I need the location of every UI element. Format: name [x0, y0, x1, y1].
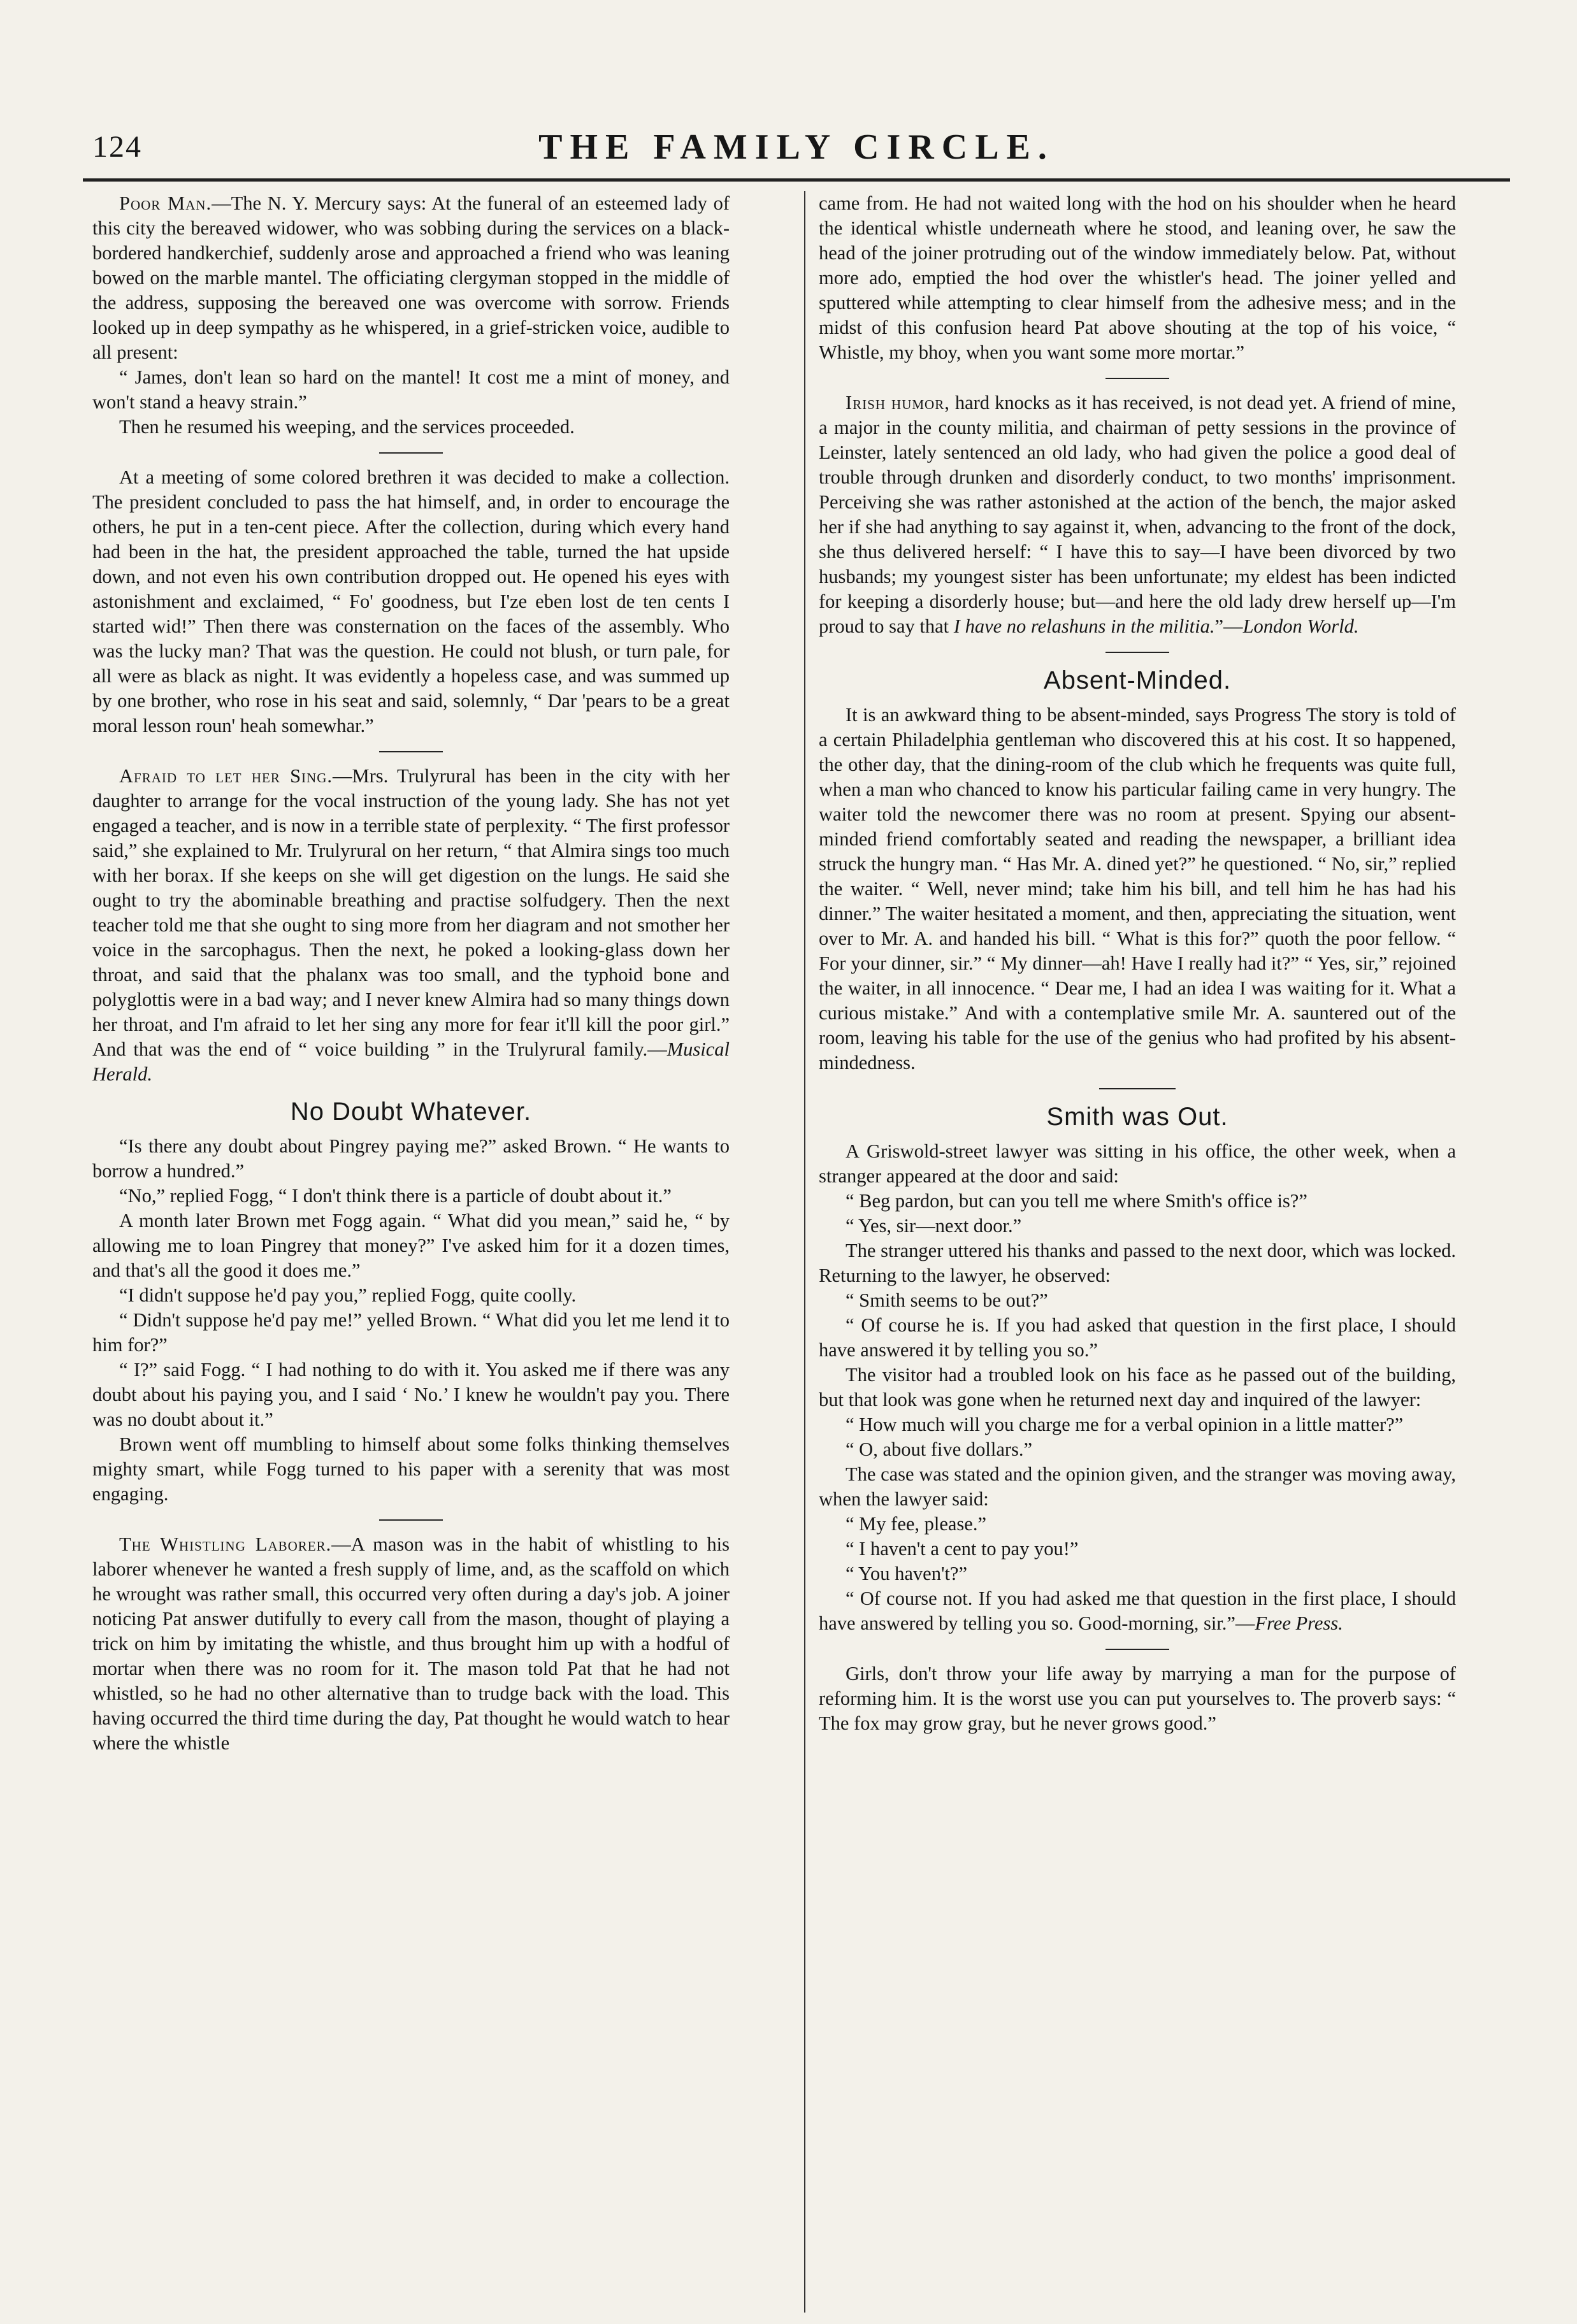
separator-rule — [1105, 652, 1169, 653]
article-paragraph: At a meeting of some colored brethren it was decided to make a collection. The president concluded to pass the hat himself, and, in order to encourage the others, he put in a ten-cent piece. After the collection, during which every hand had been in the hat, the president approached the table, turned the hat upside down, and not even his own contribution dropped out. He opened his eyes with astonishment and exclaimed, “ Fo' goodness, but I'ze eben lost de ten cents I started wid!” Then there was consternation on the faces of the assembly. Who was the lucky man? That was the question. He could not blush, or turn pale, for all were as black as night. It was evidently a hopeless case, and was summed up by one brother, who rose in his seat and said, solemnly, “ Dar 'pears to be a great moral lesson roun' heah somewhar.” — [92, 466, 730, 736]
separator-rule — [1105, 1649, 1169, 1650]
article-paragraph: Brown went off mumbling to himself about some folks thinking themselves mighty smart, while Fogg turned to his paper with a serenity that was most engaging. — [92, 1433, 730, 1505]
article-text: —The N. Y. Mercury says: At the funeral of an esteemed lady of this city the bereaved widower, who was sobbing during the services on a black-bordered handkerchief, suddenly arose and approached a friend who was leaning bowed on the marble mantel. The officiating clergyman stopped in the middle of the address, supposing the bereaved one was overcome with sorrow. Friends looked up in deep sympathy as he whispered, in a grief-stricken voice, audible to all present: — [92, 192, 730, 363]
left-column — [92, 191, 730, 1756]
article-paragraph: “ You haven't?” — [846, 1563, 967, 1584]
article-afraid-to-sing — [92, 764, 730, 1087]
article-source: Free Press. — [1255, 1612, 1343, 1634]
article-lead: Irish humor, — [846, 392, 950, 413]
article-paragraph: “ How much will you charge me for a verbal opinion in a little matter?” — [846, 1414, 1404, 1435]
article-heading: Smith was Out. — [1046, 1103, 1228, 1131]
article-paragraph: “I didn't suppose he'd pay you,” replied Fogg, quite coolly. — [119, 1284, 577, 1306]
article-whistling-continued — [819, 191, 1456, 365]
article-heading: Absent-Minded. — [1043, 666, 1232, 694]
separator-rule — [379, 1519, 443, 1521]
article-paragraph — [819, 391, 1456, 639]
article-paragraph: The visitor had a troubled look on his face as he passed out of the building, but that look was gone when he returned next day and inquired of the lawyer: — [819, 1364, 1456, 1410]
article-paragraph: Girls, don't throw your life away by marrying a man for the purpose of reforming him. It is the worst use you can put yourselves to. The proverb says: “ The fox may grow gray, but he never grows good.” — [819, 1663, 1456, 1734]
article-whistling-laborer — [92, 1532, 730, 1756]
article-paragraph — [92, 764, 730, 1087]
article-lead: Poor Man. — [119, 192, 212, 214]
article-paragraph: “Is there any doubt about Pingrey paying me?” asked Brown. “ He wants to borrow a hundred.” — [92, 1135, 730, 1182]
article-paragraph: “ O, about five dollars.” — [846, 1438, 1033, 1460]
article-paragraph: “ Smith seems to be out?” — [846, 1289, 1048, 1311]
article-lead: Afraid to let her Sing. — [119, 765, 333, 787]
article-paragraph — [92, 191, 730, 365]
article-text: “ Of course not. If you had asked me that question in the first place, I should have answered by telling you so. Good-morning, sir.”— — [819, 1588, 1456, 1634]
article-paragraph: The stranger uttered his thanks and passed to the next door, which was locked. Returning to the lawyer, he observed: — [819, 1240, 1456, 1286]
article-paragraph — [819, 1586, 1456, 1636]
article-paragraph: came from. He had not waited long with the hod on his shoulder when he heard the identical whistle underneath where he stood, and leaning over, he saw the head of the joiner protruding out of the window immediately below. Pat, without more ado, emptied the hod over the whistler's head. The joiner yelled and sputtered while attempting to clear himself from the adhesive mess; and in the midst of this confusion heard Pat above shouting at the top of his voice, “ Whistle, my bhoy, when you want some more mortar.” — [819, 192, 1456, 363]
page-number: 124 — [92, 130, 142, 164]
article-poor-man — [92, 191, 730, 440]
article-no-doubt — [92, 1096, 730, 1507]
article-text: —A mason was in the habit of whistling to his laborer whenever he wanted a fresh supply of lime, and, as the scaffold on which he wrought was rather small, this occurred very often during a day's job. A joiner noticing Pat answer dutifully to every call from the mason, thought of playing a trick on him by imitating the whistle, and thus brought him up with a hodful of mortar when there was no room for it. The mason told Pat that he had not whistled, so he had no other alternative than to trudge back with the load. This having occurred the third time during the day, Pat thought he would watch to hear where the whistle — [92, 1533, 730, 1754]
article-text: ”— — [1214, 615, 1243, 637]
article-text: hard knocks as it has received, is not dead yet. A friend of mine, a major in the county militia, and chairman of petty sessions in the province of Leinster, lately sentenced an old lady, who had given the police a good deal of trouble through drunken and disorderly conduct, to two months' imprisonment. Perceiving she was rather astonished at the action of the bench, the major asked her if she had anything to say against it, when, advancing to the front of the dock, she thus delivered herself: “ I have this to say—I have been divorced by two husbands; my youngest sister has been unfortunate; my eldest has been indicted for keeping a disorderly house; but—and here the old lady drew herself up—I'm proud to say that — [819, 392, 1456, 637]
article-absent-minded — [819, 664, 1456, 1075]
article-paragraph: “ Of course he is. If you had asked that question in the first place, I should have answered it by telling you so.” — [819, 1314, 1456, 1361]
article-heading: No Doubt Whatever. — [290, 1098, 532, 1126]
article-text: —Mrs. Trulyrural has been in the city with her daughter to arrange for the vocal instruction of the young lady. She has not yet engaged a teacher, and is now in a terrible state of perplexity. “ The first professor said,” she explained to Mr. Trulyrural on her return, “ that Almira sings too much with her borax. If she keeps on she will get digestion on the lungs. He said she ought to try the abominable breathing and practise solfudgery. Then the next teacher told me that she ought to sing more from her diagram and not smother her voice in the sarcophagus. Then the next, he poked a looking-glass down her throat, and said that the phalanx was too small, and the typhoid bone and polyglottis were in a bad way; and I never knew Almira had so many things down her throat, and I'm afraid to let her sing any more for fear it'll kill the poor girl.” And that was the end of “ voice building ” in the Trulyrural family.— — [92, 765, 730, 1060]
article-girls — [819, 1661, 1456, 1736]
article-smith-was-out — [819, 1101, 1456, 1636]
separator-rule — [379, 452, 443, 454]
article-paragraph: It is an awkward thing to be absent-minded, says Progress The story is told of a certain Philadelphia gentleman who discovered this at his cost. It so happened, the other day, that the dining-room of the club which he frequents was quite full, when a man who chanced to know his particular failing came in very hungry. The waiter told the newcomer there was no room at present. Spying our absent-minded friend comfortably seated and reading the newspaper, a brilliant idea struck the hungry man. “ Has Mr. A. dined yet?” he questioned. “ No, sir,” replied the waiter. “ Well, never mind; take him his bill, and tell him he has had his dinner.” The waiter hesitated a moment, and then, appreciating the situation, went over to Mr. A. and handed his bill. “ What is this for?” quoth the poor fellow. “ For your dinner, sir.” “ My dinner—ah! Have I really had it?” “ Yes, sir,” rejoined the waiter, in all innocence. “ Dear me, I had an idea I was waiting for it. What a curious mistake.” And with a contemplative smile Mr. A. sauntered out of the room, leaving his table for the use of the genius who had profited by his absent-mindedness. — [819, 704, 1456, 1073]
separator-rule — [1105, 378, 1169, 379]
article-source: Musical Herald. — [92, 1038, 730, 1085]
article-paragraph — [92, 1532, 730, 1756]
article-irish-humor — [819, 391, 1456, 639]
article-paragraph: “ Yes, sir—next door.” — [846, 1215, 1022, 1237]
running-title: THE FAMILY CIRCLE. — [538, 127, 1055, 167]
right-column — [819, 191, 1456, 1736]
article-paragraph: “ I haven't a cent to pay you!” — [846, 1538, 1079, 1560]
page-header — [83, 124, 1510, 175]
article-paragraph: “No,” replied Fogg, “ I don't think there is a particle of doubt about it.” — [119, 1185, 672, 1207]
article-paragraph: “ Didn't suppose he'd pay me!” yelled Brown. “ What did you let me lend it to him for?” — [92, 1309, 730, 1356]
article-paragraph: The case was stated and the opinion given, and the stranger was moving away, when the lawyer said: — [819, 1463, 1456, 1510]
article-source: London World. — [1242, 615, 1359, 637]
article-paragraph: “ I?” said Fogg. “ I had nothing to do with it. You asked me if there was any doubt about his paying you, and I said ‘ No.’ I knew he wouldn't pay you. There was no doubt about it.” — [92, 1359, 730, 1430]
article-quote: I have no relashuns in the militia. — [953, 615, 1215, 637]
separator-rule — [1099, 1088, 1176, 1089]
article-lead: The Whistling Laborer. — [119, 1533, 332, 1555]
article-paragraph: “ My fee, please.” — [846, 1513, 987, 1535]
article-paragraph: A month later Brown met Fogg again. “ What did you mean,” said he, “ by allowing me to loan Pingrey that money?” I've asked him for it a dozen times, and that's all the good it does me.” — [92, 1210, 730, 1281]
column-divider — [804, 191, 805, 2313]
article-paragraph: “ Beg pardon, but can you tell me where Smith's office is?” — [846, 1190, 1307, 1212]
article-meeting — [92, 465, 730, 738]
article-paragraph: A Griswold-street lawyer was sitting in his office, the other week, when a stranger appeared at the door and said: — [819, 1140, 1456, 1187]
article-paragraph: Then he resumed his weeping, and the services proceeded. — [119, 416, 575, 438]
article-paragraph: “ James, don't lean so hard on the mantel! It cost me a mint of money, and won't stand a heavy strain.” — [92, 366, 730, 413]
header-rule — [83, 178, 1510, 182]
separator-rule — [379, 751, 443, 752]
